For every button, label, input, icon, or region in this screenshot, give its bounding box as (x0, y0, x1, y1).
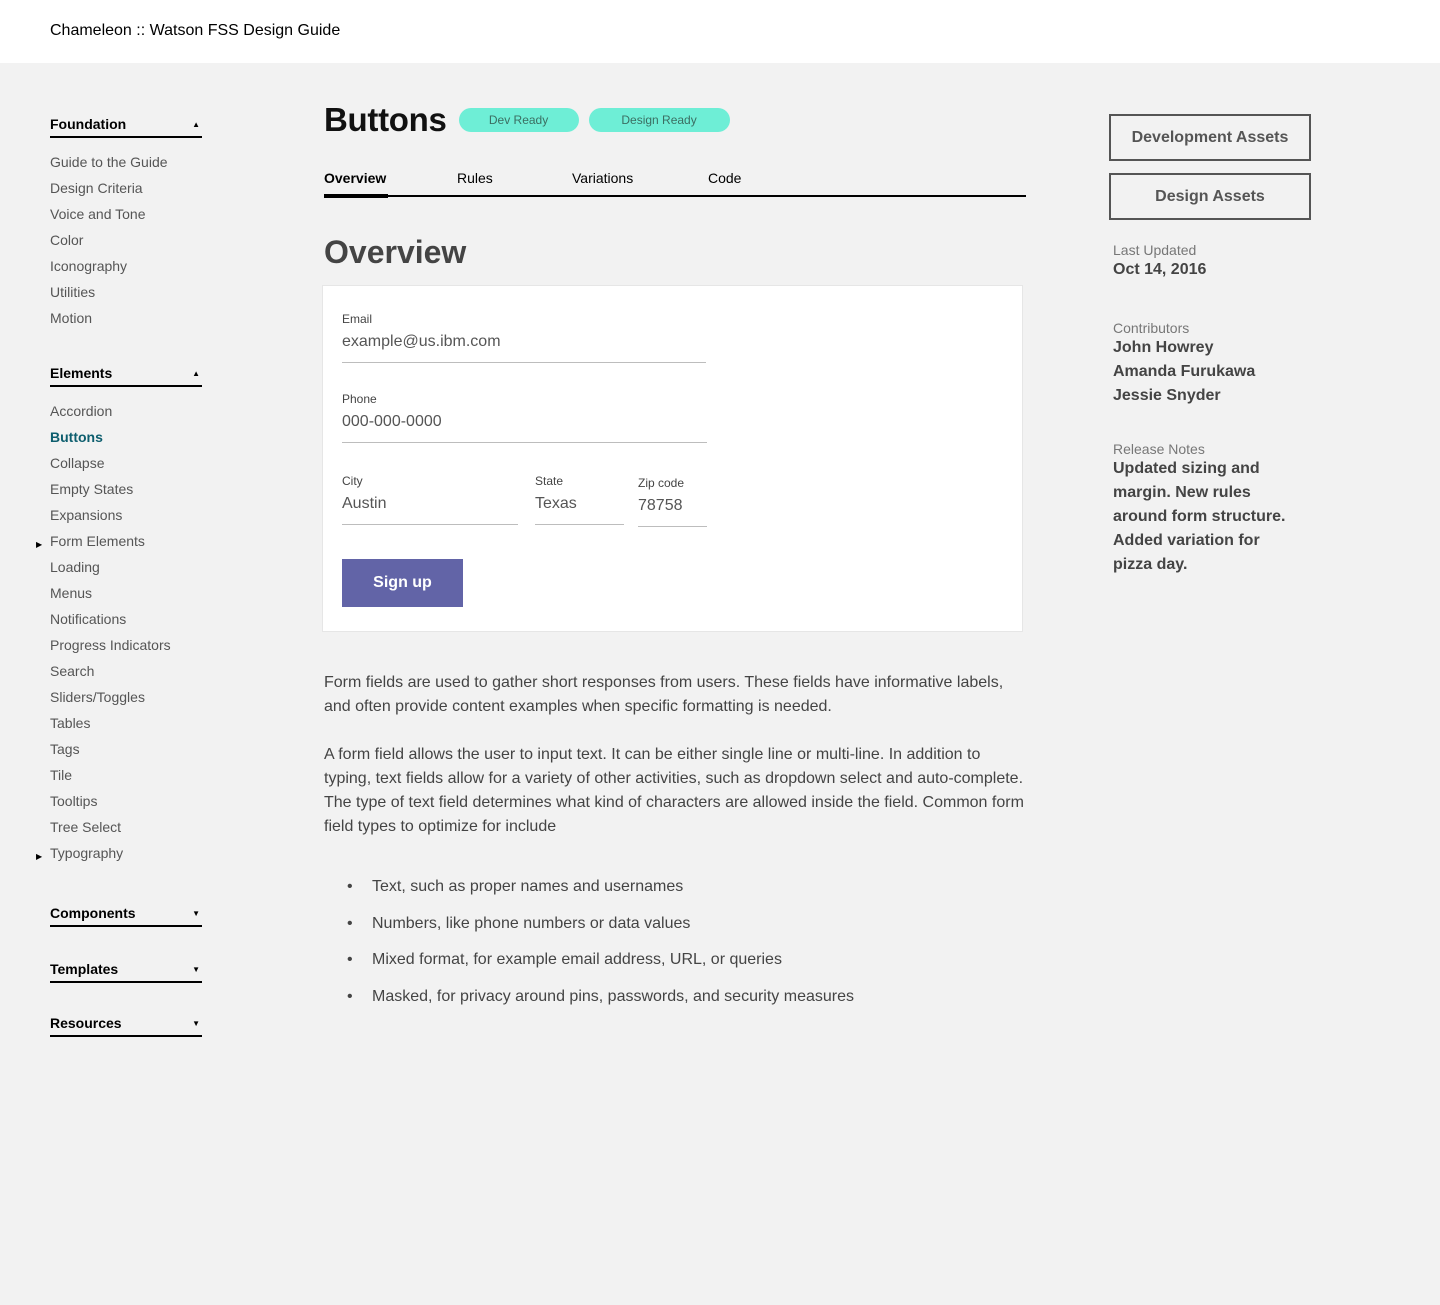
nav-header-label: Resources (50, 1015, 122, 1031)
paragraph: A form field allows the user to input text. It can be either single line or multi-line. In addition to typing, text fields allow for a variety of other activities, such as dropdown select and auto-complete. The type of text field determines what kind of characters are allowed inside the field. Common form field types to optimize for include (324, 746, 1024, 835)
caret-up-icon: ▲ (192, 368, 200, 378)
page-header (324, 100, 1026, 140)
phone-label: Phone (342, 392, 377, 406)
email-field-group (342, 312, 706, 350)
nav-header-elements[interactable] (50, 361, 202, 387)
caret-up-icon: ▲ (192, 119, 200, 129)
nav-header-label: Templates (50, 961, 119, 977)
list-item: • Mixed format, for example email address, URL, or queries (372, 948, 1026, 985)
caret-down-icon: ▼ (192, 964, 200, 974)
contributor-name: Jessie Snyder (1113, 387, 1221, 404)
caret-down-icon: ▼ (192, 908, 200, 918)
sidebar-item-label: Typography (50, 845, 124, 861)
release-notes-text: Updated sizing and margin. New rules around form structure. Added variation for pizza day. (1113, 460, 1286, 573)
state-field-group (535, 474, 624, 512)
city-field[interactable]: Austin (342, 493, 518, 525)
contributors-label: Contributors (1113, 320, 1190, 336)
nav-header-label: Elements (50, 365, 113, 381)
nav-header-resources[interactable] (50, 1011, 202, 1037)
sidebar-item-empty-states[interactable]: Empty States (50, 481, 134, 497)
nav-header-foundation[interactable] (50, 112, 202, 138)
nav-section-components (50, 901, 202, 927)
tab-variations[interactable]: Variations (572, 170, 634, 186)
sidebar-item-design-criteria[interactable]: Design Criteria (50, 180, 143, 196)
expand-arrow-icon[interactable]: ▶ (36, 852, 43, 861)
sidebar-item-motion[interactable]: Motion (50, 310, 93, 326)
sidebar-item-notifications[interactable]: Notifications (50, 611, 127, 627)
last-updated-value: Oct 14, 2016 (1113, 261, 1207, 278)
list-item: • Numbers, like phone numbers or data values (372, 912, 1026, 949)
nav-section-foundation (50, 112, 202, 336)
nav-list-foundation (50, 154, 202, 336)
nav-section-elements (36, 361, 202, 871)
sidebar-item-form-elements[interactable] (36, 533, 202, 559)
phone-field[interactable]: 000-000-0000 (342, 411, 707, 443)
paragraph: Form fields are used to gather short responses from users. These fields have informative labels, and often provide content examples when specific formatting is needed. (324, 674, 1004, 715)
zip-field[interactable]: 78758 (638, 495, 707, 527)
nav-header-label: Foundation (50, 116, 127, 132)
active-tab-indicator (324, 194, 388, 198)
tab-rules[interactable]: Rules (457, 170, 493, 186)
sidebar-item-buttons[interactable]: Buttons (50, 429, 103, 445)
nav-header-label: Components (50, 905, 136, 921)
last-updated-label: Last Updated (1113, 242, 1197, 258)
sidebar-item-expansions[interactable]: Expansions (50, 507, 123, 523)
sidebar-item-tags[interactable]: Tags (50, 741, 80, 757)
development-assets-button[interactable]: Development Assets (1109, 114, 1311, 161)
release-notes-label: Release Notes (1113, 441, 1205, 457)
section-title: Overview (324, 234, 467, 270)
state-label: State (535, 474, 564, 488)
caret-down-icon: ▼ (192, 1018, 200, 1028)
sidebar-item-color[interactable]: Color (50, 232, 84, 248)
tab-code[interactable]: Code (708, 170, 742, 186)
sidebar-item-tables[interactable]: Tables (50, 715, 91, 731)
design-assets-button[interactable]: Design Assets (1109, 173, 1311, 220)
sign-up-button[interactable]: Sign up (342, 559, 463, 607)
last-updated (1113, 242, 1319, 282)
list-item: • Text, such as proper names and usernames (372, 875, 1026, 912)
sidebar-item-collapse[interactable]: Collapse (50, 455, 105, 471)
phone-field-group (342, 392, 707, 430)
status-badge-design-ready: Design Ready (589, 108, 730, 132)
sidebar-item-progress-indicators[interactable]: Progress Indicators (50, 637, 171, 653)
field-types-list (324, 875, 1026, 1022)
expand-arrow-icon[interactable]: ▶ (36, 540, 43, 549)
status-badge-dev-ready: Dev Ready (459, 108, 579, 132)
email-label: Email (342, 312, 373, 326)
description (324, 671, 1026, 1022)
nav-header-templates[interactable] (50, 957, 202, 983)
contributor-name: John Howrey (1113, 339, 1214, 356)
page-title: Buttons (324, 101, 447, 138)
sidebar-item-tooltips[interactable]: Tooltips (50, 793, 98, 809)
sidebar-item-tile[interactable]: Tile (50, 767, 73, 783)
sidebar-item-voice-and-tone[interactable]: Voice and Tone (50, 206, 146, 222)
email-field[interactable]: example@us.ibm.com (342, 331, 706, 363)
page-meta-sidebar (1109, 114, 1319, 577)
contributor-name: Amanda Furukawa (1113, 363, 1256, 380)
state-field[interactable]: Texas (535, 493, 624, 525)
nav-list-elements (36, 403, 202, 871)
top-bar (0, 0, 1440, 63)
sidebar-item-menus[interactable]: Menus (50, 585, 93, 601)
release-notes (1113, 441, 1288, 577)
nav-section-templates (50, 957, 202, 983)
app-title[interactable]: Chameleon :: Watson FSS Design Guide (50, 22, 341, 39)
form-demo-card (322, 285, 1023, 632)
sidebar-nav (36, 112, 202, 1037)
nav-header-components[interactable] (50, 901, 202, 927)
zip-label: Zip code (638, 476, 685, 490)
sidebar-item-label: Form Elements (50, 533, 145, 549)
sidebar-item-sliders-toggles[interactable]: Sliders/Toggles (50, 689, 145, 705)
city-label: City (342, 474, 363, 488)
tab-bar (324, 170, 1026, 197)
sidebar-item-tree-select[interactable]: Tree Select (50, 819, 122, 835)
zip-field-group (638, 476, 707, 514)
sidebar-item-loading[interactable]: Loading (50, 559, 100, 575)
tab-overview[interactable]: Overview (324, 170, 387, 186)
main-content (324, 100, 1026, 1006)
nav-section-resources (50, 1011, 202, 1037)
sidebar-item-search[interactable]: Search (50, 663, 95, 679)
sidebar-item-typography[interactable] (36, 845, 202, 871)
sidebar-item-guide-to-the-guide[interactable]: Guide to the Guide (50, 154, 168, 170)
sidebar-item-accordion[interactable]: Accordion (50, 403, 113, 419)
list-item: • Masked, for privacy around pins, passwords, and security measures (372, 985, 1026, 1022)
contributors (1113, 320, 1319, 408)
sidebar-item-utilities[interactable]: Utilities (50, 284, 96, 300)
city-field-group (342, 474, 518, 512)
sidebar-item-iconography[interactable]: Iconography (50, 258, 128, 274)
